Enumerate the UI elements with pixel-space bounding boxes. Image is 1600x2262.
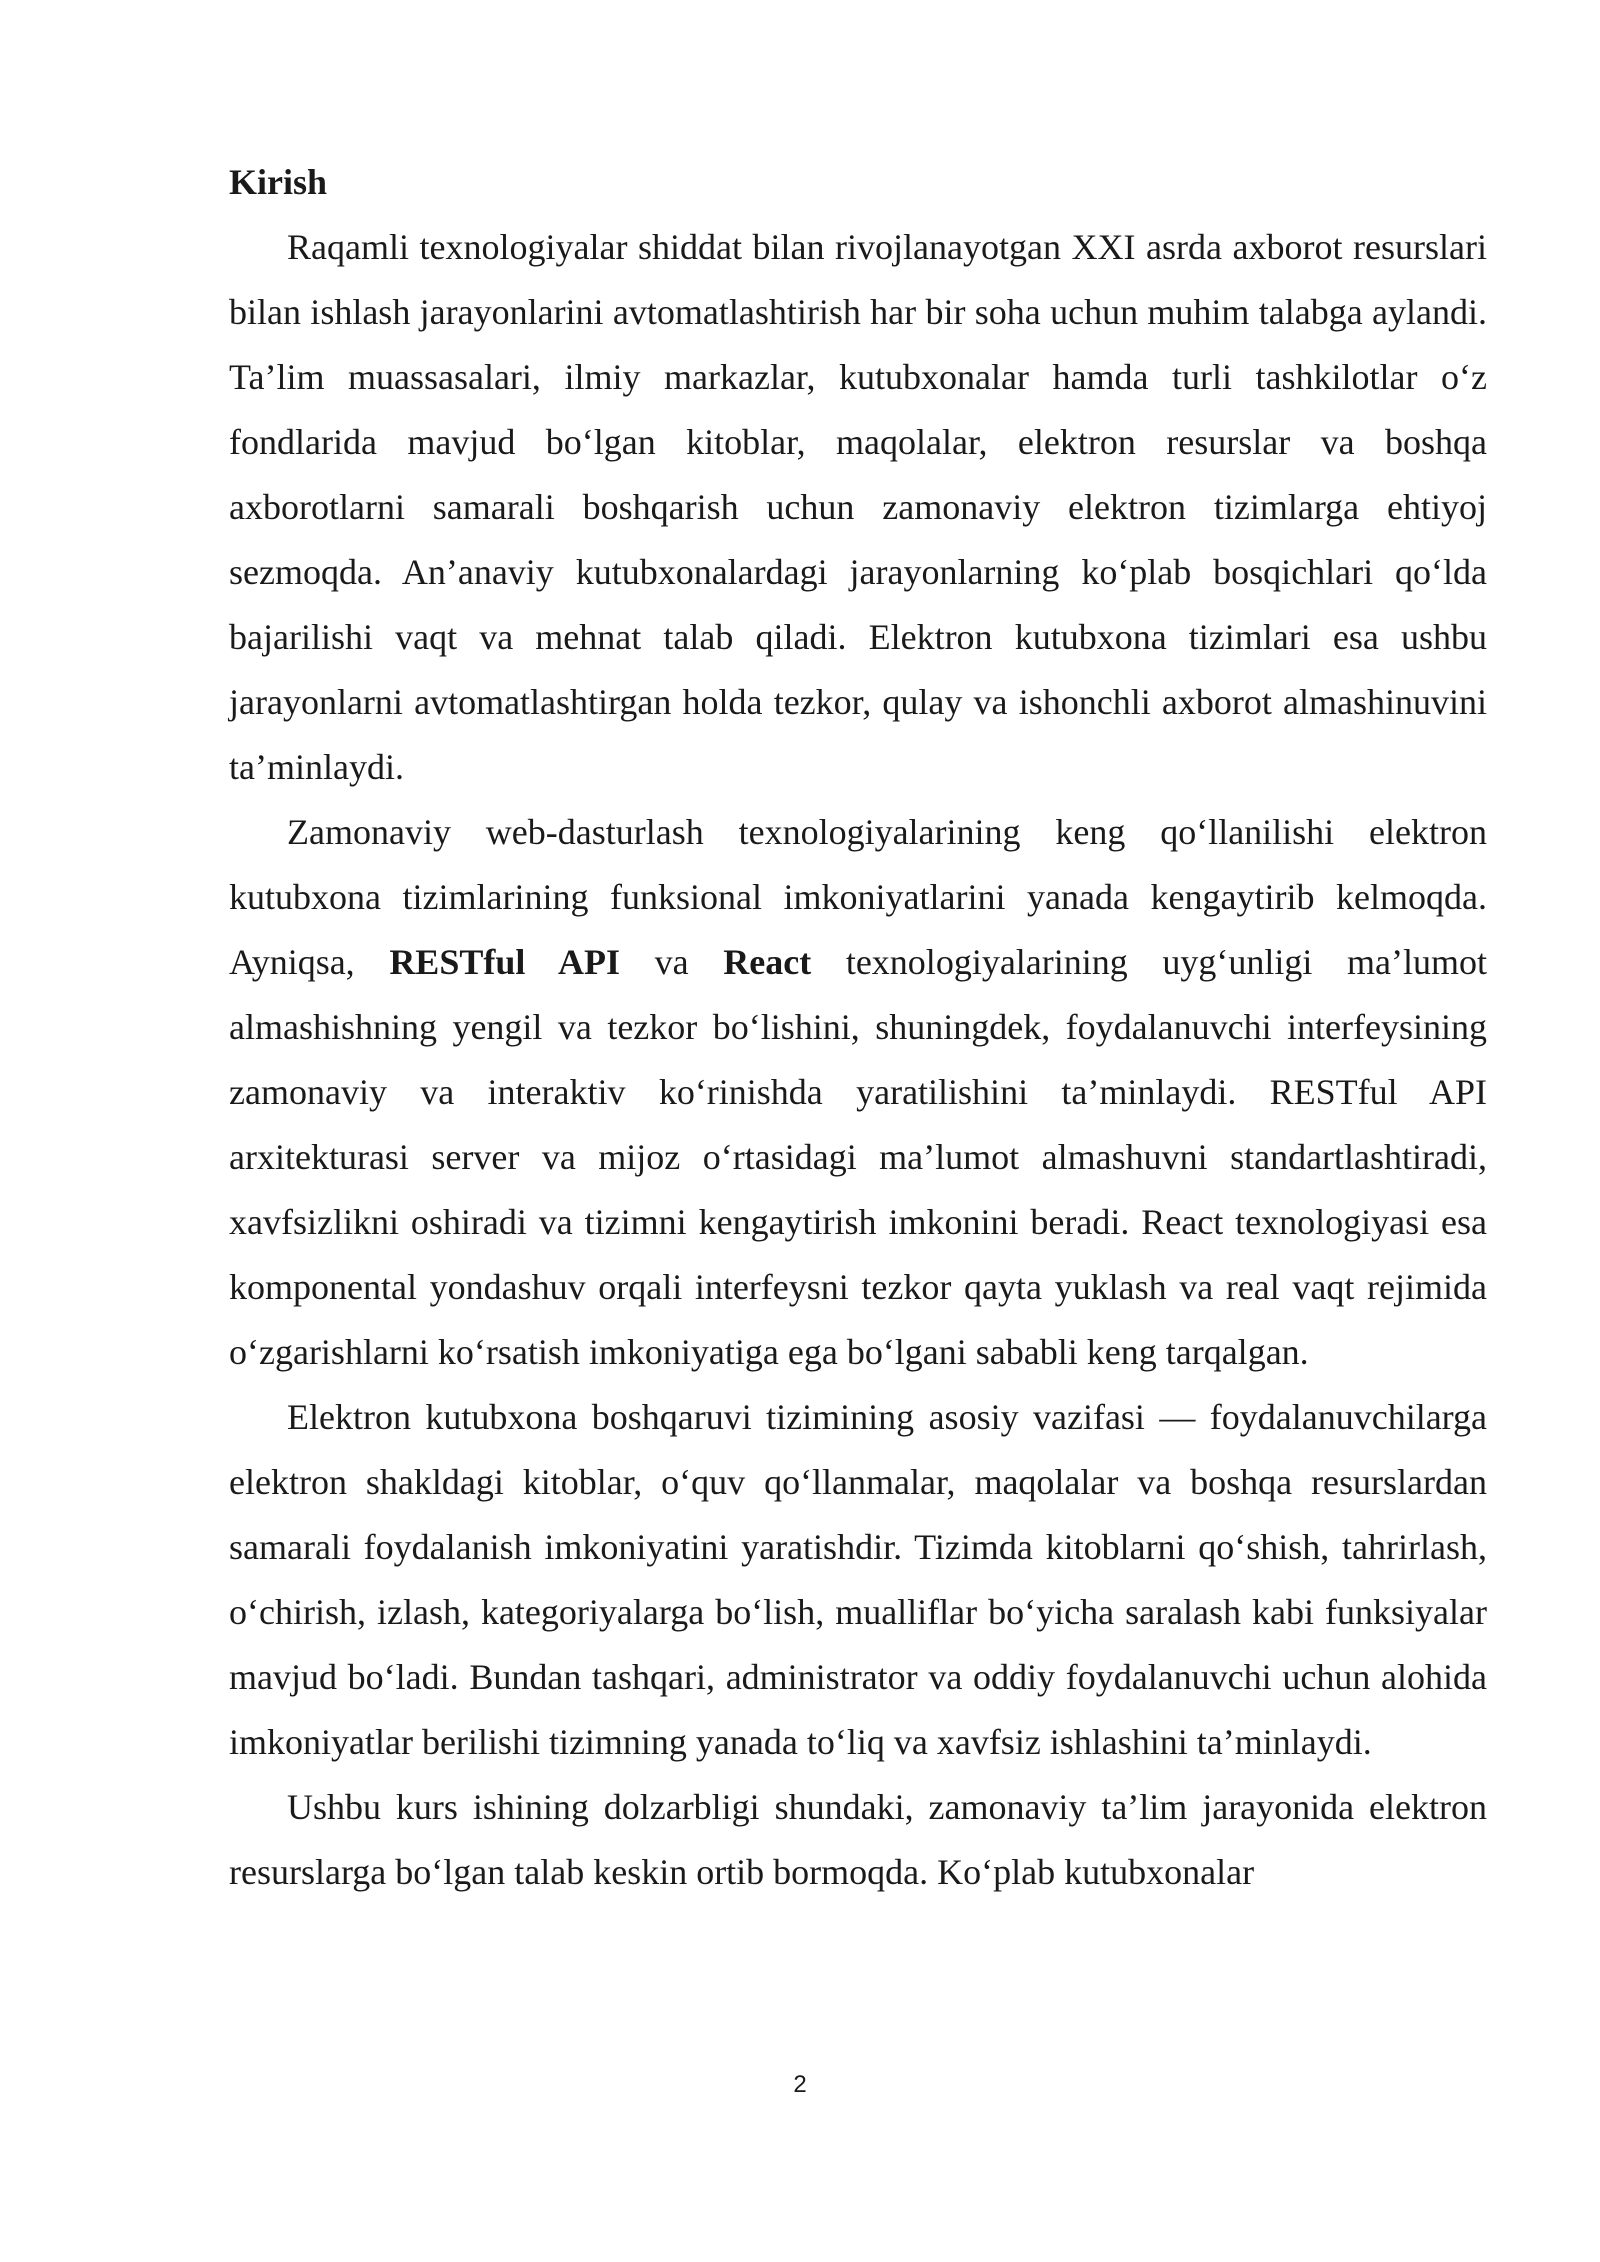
paragraph-technologies-text-2: va [620, 942, 724, 982]
paragraph-relevance: Ushbu kurs ishining dolzarbligi shundaki, zamonaviy ta’lim jarayonida elektron resurslarga bo‘lgan talab keskin ortib bormoqda. Ko‘plab kutubxonalar [229, 1787, 1487, 1892]
paragraph-technologies-text-1: Zamonaviy web-dasturlash texnologiyalarining keng qo‘llanilishi elektron kutubxona tizimlarining funksional imkoniyatlarini yanada kengaytirib kelmoqda. Ayniqsa, [229, 812, 1487, 982]
page-number: 2 [793, 2071, 807, 2098]
page-body [229, 150, 1487, 1905]
paragraph-system-purpose: Elektron kutubxona boshqaruvi tizimining asosiy vazifasi — foydalanuvchilarga elektron shakldagi kitoblar, o‘quv qo‘llanmalar, maqolalar va boshqa resurslardan samarali foydalanish imkoniyatini yaratishdir. Tizimda kitoblarni qo‘shish, tahrirlash, o‘chirish, izlash, kategoriyalarga bo‘lish, mualliflar bo‘yicha saralash kabi funksiyalar mavjud bo‘ladi. Bundan tashqari, administrator va oddiy foydalanuvchi uchun alohida imkoniyatlar berilishi tizimning yanada to‘liq va xavfsiz ishlashini ta’minlaydi. [229, 1397, 1487, 1762]
paragraph-technologies [229, 800, 1487, 1385]
react-term: React [723, 942, 812, 982]
paragraph-intro: Raqamli texnologiyalar shiddat bilan rivojlanayotgan XXI asrda axborot resurslari bilan ishlash jarayonlarini avtomatlashtirish har bir soha uchun muhim talabga aylandi. Ta’lim muassasalari, ilmiy markazlar, kutubxonalar hamda turli tashkilotlar o‘z fondlarida mavjud bo‘lgan kitoblar, maqolalar, elektron resurslar va boshqa axborotlarni samarali boshqarish uchun zamonaviy elektron tizimlarga ehtiyoj sezmoqda. An’anaviy kutubxonalardagi jarayonlarning ko‘plab bosqichlari qo‘lda bajarilishi vaqt va mehnat talab qiladi. Elektron kutubxona tizimlari esa ushbu jarayonlarni avtomatlashtirgan holda tezkor, qulay va ishonchli axborot almashinuvini ta’minlaydi. [229, 227, 1487, 787]
paragraph-technologies-text-3: texnologiyalarining uyg‘unligi ma’lumot almashishning yengil va tezkor bo‘lishini, shuningdek, foydalanuvchi interfeysining zamonaviy va interaktiv ko‘rinishda yaratilishini ta’minlaydi. RESTful API arxitekturasi server va mijoz o‘rtasidagi ma’lumot almashuvni standartlashtiradi, xavfsizlikni oshiradi va tizimni kengaytirish imkonini beradi. React texnologiyasi esa komponental yondashuv orqali interfeysni tezkor qayta yuklash va real vaqt rejimida o‘zgarishlarni ko‘rsatish imkoniyatiga ega bo‘lgani sababli keng tarqalgan. [229, 942, 1487, 1372]
section-heading: Kirish [229, 162, 328, 202]
restful-api-term: RESTful API [389, 942, 621, 982]
